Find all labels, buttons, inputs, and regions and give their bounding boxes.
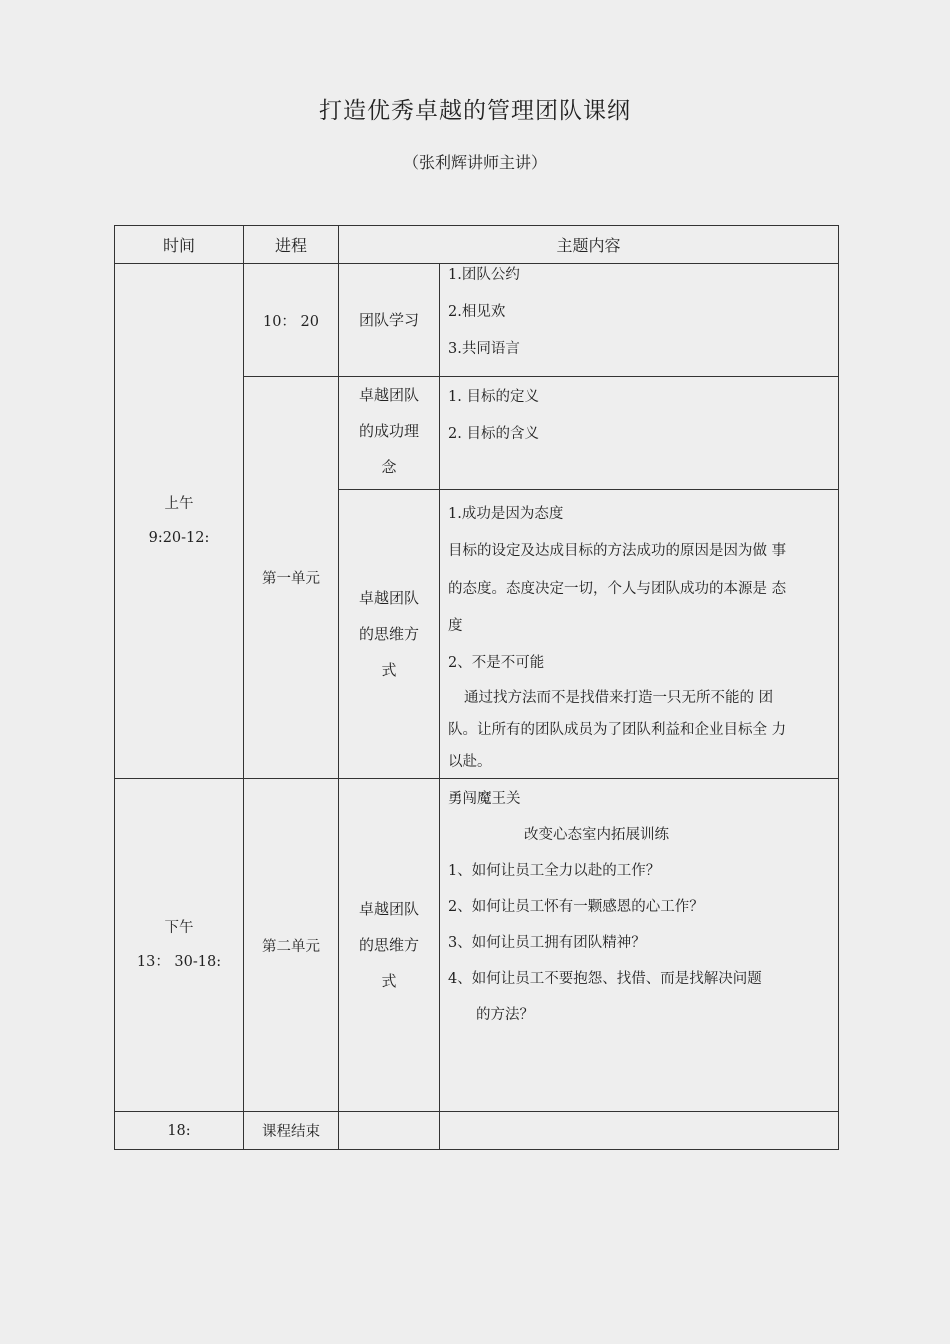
list-item: 2. 目标的含义	[448, 426, 539, 442]
list-item: 1. 目标的定义	[448, 389, 539, 405]
paragraph-line: 通过找方法而不是找借来打造一只无所不能的 团	[464, 690, 774, 707]
paragraph-line: 以赴。	[448, 754, 492, 771]
end-time: 18:	[115, 1112, 244, 1150]
page-subtitle: （张利辉讲师主讲）	[402, 153, 547, 172]
afternoon-time-cell	[115, 779, 244, 1112]
paragraph-heading: 1.成功是因为态度	[448, 506, 564, 522]
topic-line: 念	[381, 458, 397, 476]
topic-line: 卓越团队	[358, 386, 419, 404]
afternoon-time: 13： 30-18:	[136, 954, 222, 971]
topic-line: 式	[381, 661, 397, 680]
header-content: 主题内容	[339, 226, 839, 264]
topic-line: 的思维方	[358, 936, 419, 955]
page-title: 打造优秀卓越的管理团队课纲	[319, 98, 631, 124]
paragraph-line: 目标的设定及达成目标的方法成功的原因是因为做 事	[448, 543, 787, 560]
topic-line: 的思维方	[358, 625, 419, 644]
morning-time: 9:20-12:	[148, 530, 210, 547]
row2-topic	[339, 377, 440, 490]
section-heading: 勇闯魔王关	[448, 791, 521, 808]
list-item: 1、如何让员工全力以赴的工作？	[448, 863, 661, 880]
topic-line: 式	[381, 972, 397, 991]
header-progress: 进程	[244, 226, 339, 264]
topic-line: 卓越团队	[358, 589, 419, 608]
row1-progress: 10： 20	[244, 264, 339, 377]
table-row	[115, 1112, 839, 1150]
list-item: 1.团队公约	[448, 267, 520, 283]
paragraph-line: 队。让所有的团队成员为了团队利益和企业目标全 力	[448, 722, 787, 739]
morning-time-cell	[115, 264, 244, 779]
row1-topic: 团队学习	[339, 264, 440, 377]
topic-line: 的成功理	[358, 422, 419, 440]
unit2-cell: 第二单元	[244, 779, 339, 1112]
paragraph-line: 度	[448, 617, 463, 634]
unit1-cell: 第一单元	[244, 377, 339, 779]
section-subheading: 改变心态室内拓展训练	[524, 827, 669, 844]
course-table	[114, 225, 839, 1150]
end-topic	[339, 1112, 440, 1150]
table-row	[115, 779, 839, 1112]
row2-content	[440, 377, 839, 490]
end-progress: 课程结束	[244, 1112, 339, 1150]
list-item: 3.共同语言	[448, 341, 520, 357]
list-item: 4、如何让员工不要抱怨、找借、而是找解决问题	[448, 971, 762, 988]
list-item: 2.相见欢	[448, 304, 506, 320]
list-item: 2、如何让员工怀有一颗感恩的心工作？	[448, 899, 704, 916]
afternoon-topic	[339, 779, 440, 1112]
paragraph-heading: 2、不是不可能	[448, 655, 545, 672]
afternoon-label: 下午	[164, 920, 194, 937]
table-row	[115, 264, 839, 377]
paragraph-line: 的态度。态度决定一切，个人与团队成功的本源是 态	[448, 580, 787, 597]
topic-line: 卓越团队	[358, 900, 419, 919]
list-item-continuation: 的方法？	[476, 1007, 534, 1024]
row3-content	[440, 490, 839, 779]
end-content	[440, 1112, 839, 1150]
afternoon-content	[440, 779, 839, 1112]
list-item: 3、如何让员工拥有团队精神？	[448, 935, 646, 952]
header-time: 时间	[115, 226, 244, 264]
row3-topic	[339, 490, 440, 779]
row1-content	[440, 264, 839, 377]
morning-label: 上午	[164, 496, 194, 513]
